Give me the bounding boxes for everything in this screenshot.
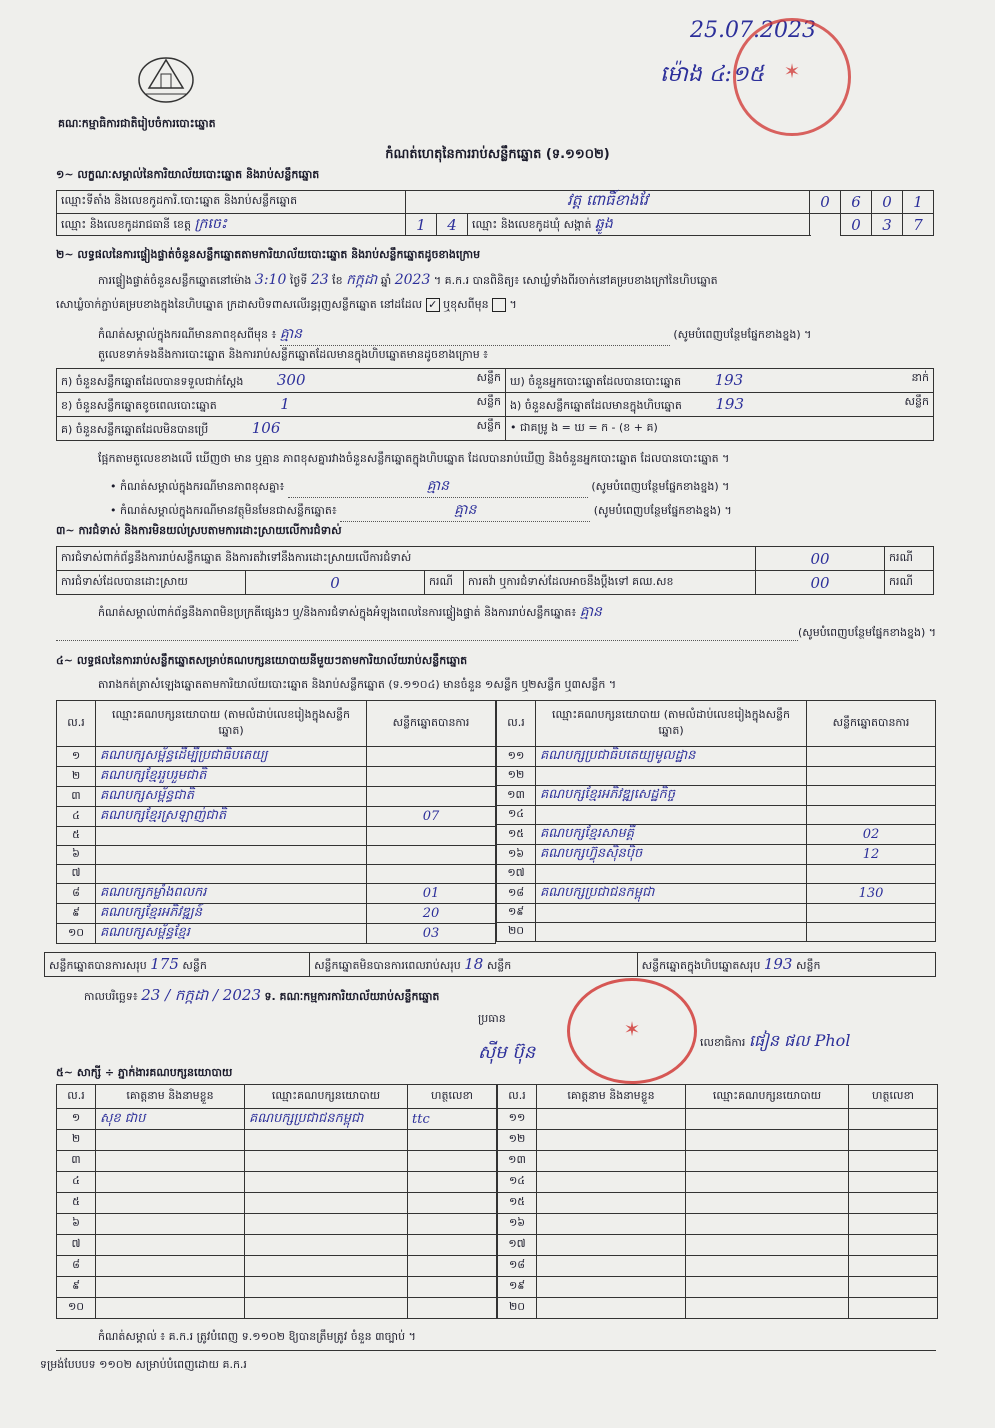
cell-no: ៩ — [57, 904, 96, 924]
unit-label: ករណី — [885, 571, 934, 595]
totals-table — [44, 952, 936, 977]
table-row — [498, 1298, 938, 1319]
cell-sign — [849, 1214, 938, 1235]
objection-row2-label2: ការតវ៉ា ឬការជំទាស់ដែលអាចនឹងប្តឹងទៅ គឈ.សខ — [464, 571, 756, 595]
cell-name — [537, 1109, 686, 1130]
section1-row2-label: ឈ្មោះ និងលេខកូដរាជធានី ខេត្ត ក្រចេះ — [57, 214, 406, 236]
cell-no: ១១ — [498, 1109, 537, 1130]
table-row — [497, 767, 936, 786]
same-checkbox[interactable]: ✓ — [426, 298, 440, 312]
cell-party: គណបក្សសម្ព័ន្ធជាតិ — [96, 787, 367, 807]
cell-no: ១៩ — [498, 1277, 537, 1298]
cell-sign — [408, 1298, 497, 1319]
table-row — [498, 1109, 938, 1130]
cell-party: គណបក្សខ្មែរស្រឡាញ់ជាតិ — [96, 807, 367, 827]
cell-no: ១៧ — [498, 1235, 537, 1256]
cell-name — [96, 1235, 245, 1256]
cell-votes — [807, 904, 936, 923]
bullet1: • កំណត់សម្គាល់ក្នុងករណីមានភាពខុសគ្នា៖ គ្មាន (សូមបំពេញបន្ថែមផ្នែកខាងខ្នង) ។ — [110, 476, 940, 498]
cell-no: ១៣ — [498, 1151, 537, 1172]
section2-note: កំណត់សម្គាល់ក្នុងករណីមានភាពខុសពីមុន ៖ គ្មាន (សូមបំពេញបន្ថែមផ្នែកខាងខ្នង) ។ — [98, 324, 938, 346]
cell-party — [686, 1172, 849, 1193]
col-no: ល.រ — [57, 701, 96, 747]
cell-party — [686, 1277, 849, 1298]
code-digit: 3 — [872, 214, 903, 236]
cell-no: ១០ — [57, 924, 96, 944]
bullet2: • កំណត់សម្គាល់ក្នុងករណីមានវត្ថុមិនមែនជាសន្លឹកឆ្នោត៖ គ្មាន (សូមបំពេញបន្ថែមផ្នែកខាងខ្នង) ។ — [110, 500, 940, 522]
cell-party: គណបក្សសម្ព័ន្ធដើម្បីប្រជាធិបតេយ្យ — [96, 747, 367, 767]
count-row-b: ខ) ចំនួនសន្លឹកឆ្នោតខូចពេលបោះឆ្នោត 1 សន្លឹក — [57, 393, 506, 417]
cell-votes: 03 — [367, 924, 496, 944]
code-digit: 6 — [841, 191, 872, 214]
cell-party: គណបក្សខ្មែររួបរួមជាតិ — [96, 767, 367, 787]
witness-table-right — [497, 1084, 938, 1319]
col-votes: សន្លឹកឆ្នោតបានការ — [367, 701, 496, 747]
cell-party — [96, 865, 367, 884]
cell-name — [537, 1277, 686, 1298]
section1-row1-value: វត្ត ពោធិ៍ខាងវែ — [406, 191, 810, 214]
cell-no: ១២ — [498, 1130, 537, 1151]
form-title: កំណត់ហេតុនៃការរាប់សន្លឹកឆ្នោត (ទ.១១០២) — [385, 147, 610, 162]
table-row — [497, 865, 936, 884]
cell-sign: ttc — [408, 1109, 497, 1130]
cell-sign — [408, 1277, 497, 1298]
cell-name — [96, 1151, 245, 1172]
table-row — [57, 865, 496, 884]
cell-name — [537, 1214, 686, 1235]
cell-party — [536, 904, 807, 923]
cell-sign — [408, 1256, 497, 1277]
cell-no: ៣ — [57, 1151, 96, 1172]
cell-name — [537, 1151, 686, 1172]
cell-no: ៧ — [57, 1235, 96, 1256]
committee-emblem — [135, 48, 197, 106]
secretary: លេខាធិការ ផៀន ផល Phol — [700, 1031, 851, 1050]
table-row — [497, 904, 936, 923]
cell-sign — [849, 1151, 938, 1172]
cell-sign — [408, 1235, 497, 1256]
col-name: គោត្តនាម និងនាមខ្លួន — [537, 1085, 686, 1109]
table-row — [498, 1235, 938, 1256]
col-party: ឈ្មោះគណបក្សនយោបាយ (តាមលំដាប់លេខរៀងក្នុងសន្លឹកឆ្នោត) — [96, 701, 367, 747]
cell-party — [245, 1193, 408, 1214]
cell-name: សុខ ជាប — [96, 1109, 245, 1130]
cell-party: គណបក្សខ្មែរអភិវឌ្ឍសេដ្ឋកិច្ច — [536, 786, 807, 806]
section3-note-line: (សូមបំពេញបន្ថែមផ្នែកខាងខ្នង) ។ — [56, 626, 936, 641]
time-annotation: ម៉ោង ៤:១៥ — [660, 62, 765, 87]
cell-no: ៥ — [57, 1193, 96, 1214]
code-digit: 0 — [810, 191, 841, 214]
table-row — [497, 786, 936, 806]
cell-party: គណបក្សប្រជាធិបតេយ្យមូលដ្ឋាន — [536, 747, 807, 767]
col-name: គោត្តនាម និងនាមខ្លួន — [96, 1085, 245, 1109]
table-row — [57, 787, 496, 807]
code-digit: 0 — [872, 191, 903, 214]
official-seal-bottom: ✶ — [567, 978, 697, 1084]
cell-no: ២០ — [497, 923, 536, 942]
count-row-a: ក) ចំនួនសន្លឹកឆ្នោតដែលបានទទួលជាក់ស្តែង 300 សន្លឹក — [57, 369, 506, 393]
table-row — [57, 1151, 497, 1172]
cell-no: ១១ — [497, 747, 536, 767]
cell-name — [96, 1277, 245, 1298]
cell-votes — [367, 767, 496, 787]
cell-sign — [849, 1277, 938, 1298]
section1-row2-label2: ឈ្មោះ និងលេខកូដឃុំ សង្កាត់ ឆ្លូង — [468, 214, 810, 236]
col-sign: ហត្ថលេខា — [849, 1085, 938, 1109]
col-sign: ហត្ថលេខា — [408, 1085, 497, 1109]
table-row — [497, 747, 936, 767]
cell-sign — [408, 1193, 497, 1214]
cell-sign — [849, 1235, 938, 1256]
cell-sign — [408, 1151, 497, 1172]
cell-party: គណបក្សហ៊្វុនស៊ិនប៉ិច — [536, 845, 807, 865]
cell-votes — [367, 846, 496, 865]
total-valid: សន្លឹកឆ្នោតបានការសរុប 175 សន្លឹក — [45, 953, 310, 977]
cell-no: ៦ — [57, 846, 96, 865]
table-row — [498, 1256, 938, 1277]
cell-no: ៦ — [57, 1214, 96, 1235]
cell-no: ១៨ — [497, 884, 536, 904]
cell-party: គណបក្សសម្ព័ន្ធខ្មែរ — [96, 924, 367, 944]
table-row — [497, 825, 936, 845]
cell-votes: 02 — [807, 825, 936, 845]
date-annotation: 25.07.2023 — [690, 18, 816, 43]
cell-party — [245, 1130, 408, 1151]
cell-votes — [807, 767, 936, 786]
cell-no: ៣ — [57, 787, 96, 807]
cell-votes: 01 — [367, 884, 496, 904]
cell-party: គណបក្សប្រជាជនកម្ពុជា — [536, 884, 807, 904]
table-row — [498, 1193, 938, 1214]
table-row — [57, 747, 496, 767]
count-row-e: ង) ចំនួនសន្លឹកឆ្នោតដែលមានក្នុងហិបឆ្នោត 193 សន្លឹក — [506, 393, 934, 417]
cell-name — [96, 1214, 245, 1235]
cell-votes — [807, 786, 936, 806]
cell-party — [536, 806, 807, 825]
cell-name — [96, 1172, 245, 1193]
section2-intro-line2: សោឃ្លំចាក់ភ្ជាប់គម្របខាងក្នុងនៃហិបឆ្នោត ក្រដាសបិទពាសលើរន្ធរុញសន្លឹកឆ្នោត នៅដដែល ✓ ឬខុសពីមុន ។ — [56, 298, 517, 311]
section3-note: កំណត់សម្គាល់ពាក់ព័ន្ធនឹងភាពមិនប្រក្រតីផ្សេងៗ ឬ/និងការជំទាស់ក្នុងអំឡុងពេលនៃការផ្ទៀងផ្ទាត់ និងការរាប់សន្លឹកឆ្នោត៖ គ្មាន — [98, 604, 602, 620]
cell-votes — [367, 865, 496, 884]
witness-table-wrap — [56, 1084, 938, 1319]
count-row-c: គ) ចំនួនសន្លឹកឆ្នោតដែលមិនបានប្រើ 106 សន្លឹក — [57, 417, 506, 441]
cell-name — [537, 1256, 686, 1277]
cell-party — [686, 1151, 849, 1172]
chair-name: ស៊ីម ប៊ុន — [478, 1042, 536, 1063]
table-row — [57, 827, 496, 846]
cell-no: ១៤ — [497, 806, 536, 825]
cell-no: ៩ — [57, 1277, 96, 1298]
cell-sign — [408, 1172, 497, 1193]
col-party: ឈ្មោះគណបក្សនយោបាយ — [686, 1085, 849, 1109]
section3-title: ៣~ ការជំទាស់ និងការមិនយល់ស្របតាមការដោះស្រាយលើការជំទាស់ — [56, 524, 342, 537]
cell-name — [537, 1172, 686, 1193]
cell-sign — [849, 1193, 938, 1214]
table-row — [57, 904, 496, 924]
cell-name — [96, 1130, 245, 1151]
cell-no: ៧ — [57, 865, 96, 884]
cell-no: ១២ — [497, 767, 536, 786]
table-row — [57, 767, 496, 787]
col-no: ល.រ — [57, 1085, 96, 1109]
cell-party — [686, 1235, 849, 1256]
table-row — [57, 1298, 497, 1319]
cell-name — [96, 1193, 245, 1214]
compare-line: ផ្អែកតាមតួលេខខាងលើ ឃើញថា មាន ឬគ្មាន ភាពខុសគ្នារវាងចំនួនសន្លឹកឆ្នោតក្នុងហិបឆ្នោត ដែលបានរាប់ឃើញ និងចំនួនអ្នកបោះឆ្នោត ដែលបានបោះឆ្នោត ។ — [98, 452, 730, 465]
signing-date: កាលបរិច្ឆេទ៖ 23 / កក្កដា / 2023 ទ. គណៈកម្មការការិយាល័យរាប់សន្លឹកឆ្នោត — [84, 986, 440, 1004]
results-table-right — [496, 700, 936, 942]
table-row — [57, 884, 496, 904]
count-intro: តួលេខទាក់ទងនឹងការបោះឆ្នោត និងការរាប់សន្លឹកឆ្នោតដែលមានក្នុងហិបឆ្នោតមានដូចខាងក្រោម ៖ — [98, 348, 489, 361]
cell-party: គណបក្សខ្មែរអភិវឌ្ឍន៍ — [96, 904, 367, 924]
cell-party — [686, 1256, 849, 1277]
code-digit: 1 — [903, 191, 934, 214]
code-digit: 0 — [841, 214, 872, 236]
results-table-left — [56, 700, 496, 944]
cell-sign — [408, 1214, 497, 1235]
total-invalid: សន្លឹកឆ្នោតមិនបានការពេលរាប់សរុប 18 សន្លឹក — [310, 953, 638, 977]
cell-no: ១៨ — [498, 1256, 537, 1277]
table-row — [57, 807, 496, 827]
cell-party — [245, 1214, 408, 1235]
cell-party — [686, 1130, 849, 1151]
cell-votes — [807, 923, 936, 942]
objection-row2-value: 0 — [246, 571, 425, 595]
cell-no: ១៤ — [498, 1172, 537, 1193]
cell-no: ២ — [57, 767, 96, 787]
cell-votes — [367, 747, 496, 767]
cell-no: ៥ — [57, 827, 96, 846]
col-votes: សន្លឹកឆ្នោតបានការ — [807, 701, 936, 747]
table-row — [57, 1109, 497, 1130]
table-row — [498, 1277, 938, 1298]
cell-no: ៤ — [57, 1172, 96, 1193]
cell-no: ១០ — [57, 1298, 96, 1319]
section2-note-value: គ្មាន — [280, 324, 670, 346]
cell-no: ២០ — [498, 1298, 537, 1319]
section1-table — [56, 190, 934, 236]
cell-party — [686, 1214, 849, 1235]
cell-party — [245, 1256, 408, 1277]
cell-sign — [849, 1298, 938, 1319]
changed-checkbox[interactable] — [492, 298, 506, 312]
section4-intro: តារាងកត់ត្រាសំឡេងឆ្នោតតាមការិយាល័យបោះឆ្នោត និងរាប់សន្លឹកឆ្នោត (ទ.១១០៤) មានចំនួន ១សន្លឹក ឬ២សន្លឹក ឬ៣សន្លឹក ។ — [98, 678, 617, 691]
cell-votes — [807, 747, 936, 767]
cell-party — [686, 1193, 849, 1214]
witness-table-left — [56, 1084, 497, 1319]
objection-row1-value: 00 — [756, 547, 885, 571]
col-no: ល.រ — [497, 701, 536, 747]
cell-party: គណបក្សប្រជាជនកម្ពុជា — [245, 1109, 408, 1130]
cell-votes — [367, 787, 496, 807]
cell-no: ៨ — [57, 1256, 96, 1277]
cell-sign — [849, 1172, 938, 1193]
cell-party — [245, 1277, 408, 1298]
cell-name — [537, 1193, 686, 1214]
table-row — [498, 1151, 938, 1172]
table-row — [57, 1277, 497, 1298]
cell-name — [96, 1256, 245, 1277]
objection-table — [56, 546, 934, 595]
cell-no: ១៧ — [497, 865, 536, 884]
count-row-d: ឃ) ចំនួនអ្នកបោះឆ្នោតដែលបានបោះឆ្នោត 193 នាក់ — [506, 369, 934, 393]
footer-divider — [56, 1350, 936, 1351]
cell-name — [537, 1298, 686, 1319]
col-party: ឈ្មោះគណបក្សនយោបាយ — [245, 1085, 408, 1109]
cell-votes: 12 — [807, 845, 936, 865]
cell-party — [536, 923, 807, 942]
cell-no: ៤ — [57, 807, 96, 827]
cell-no: ១៩ — [497, 904, 536, 923]
section1-row1-label: ឈ្មោះទីតាំង និងលេខកូដការិ.បោះឆ្នោត និងរាប់សន្លឹកឆ្នោត — [57, 191, 406, 214]
cell-name — [537, 1235, 686, 1256]
count-table — [56, 368, 934, 441]
cell-name — [96, 1298, 245, 1319]
objection-row2-label: ការជំទាស់ដែលបានដោះស្រាយ — [57, 571, 246, 595]
table-row — [57, 1214, 497, 1235]
cell-no: ១ — [57, 1109, 96, 1130]
col-no: ល.រ — [498, 1085, 537, 1109]
table-row — [57, 924, 496, 944]
cell-party — [96, 846, 367, 865]
table-row — [57, 1172, 497, 1193]
cell-votes: 07 — [367, 807, 496, 827]
table-row — [497, 845, 936, 865]
cell-votes — [807, 865, 936, 884]
section1-title: ១~ លក្ខណៈសម្គាល់នៃការិយាល័យបោះឆ្នោត និងរាប់សន្លឹកឆ្នោត — [56, 168, 320, 181]
cell-no: ១៣ — [497, 786, 536, 806]
cell-party — [96, 827, 367, 846]
cell-sign — [849, 1130, 938, 1151]
cell-votes: 20 — [367, 904, 496, 924]
cell-votes — [367, 827, 496, 846]
cell-party — [686, 1109, 849, 1130]
chair-label: ប្រធាន — [478, 1012, 506, 1025]
table-row — [57, 1235, 497, 1256]
table-row — [57, 1256, 497, 1277]
official-seal-top: ✶ — [733, 18, 851, 136]
section2-title: ២~ លទ្ធផលនៃការផ្ទៀងផ្ទាត់ចំនួនសន្លឹកឆ្នោតតាមការិយាល័យបោះឆ្នោត និងរាប់សន្លឹកឆ្នោតដូចខាងក្រោម — [56, 248, 481, 261]
cell-no: ១៥ — [498, 1193, 537, 1214]
cell-sign — [849, 1256, 938, 1277]
cell-party — [245, 1235, 408, 1256]
objection-row2-value2: 00 — [756, 571, 885, 595]
cell-party — [245, 1151, 408, 1172]
cell-party — [686, 1298, 849, 1319]
objection-row1-label: ការជំទាស់ពាក់ព័ន្ធនឹងការរាប់សន្លឹកឆ្នោត និងការតវ៉ាទៅនឹងការដោះស្រាយលើការជំទាស់ — [57, 547, 756, 571]
unit-label: ករណី — [425, 571, 464, 595]
section5-title: ៥~ សាក្សី ÷ ភ្នាក់ងារគណបក្សនយោបាយ — [56, 1066, 233, 1079]
footer-form-note: ទម្រង់បែបបទ ១១០២ សម្រាប់បំពេញដោយ គ.ក.រ — [40, 1358, 247, 1371]
cell-sign — [408, 1130, 497, 1151]
cell-no: ២ — [57, 1130, 96, 1151]
committee-name: គណៈកម្មាធិការជាតិរៀបចំការបោះឆ្នោត — [58, 117, 216, 130]
cell-party: គណបក្សខ្មែរសាមគ្គី — [536, 825, 807, 845]
cell-votes — [807, 806, 936, 825]
table-row — [57, 1130, 497, 1151]
table-row — [497, 884, 936, 904]
cell-no: ១៦ — [497, 845, 536, 865]
col-party: ឈ្មោះគណបក្សនយោបាយ (តាមលំដាប់លេខរៀងក្នុងសន្លឹកឆ្នោត) — [536, 701, 807, 747]
cell-no: ១៦ — [498, 1214, 537, 1235]
table-row — [57, 846, 496, 865]
table-row — [497, 806, 936, 825]
cell-party — [245, 1172, 408, 1193]
table-row — [497, 923, 936, 942]
table-row — [498, 1214, 938, 1235]
cell-party — [536, 865, 807, 884]
cell-name — [537, 1130, 686, 1151]
count-formula: • ជាគម្រូ ង = ឃ = ក - (ខ + គ) — [506, 417, 934, 441]
section4-title: ៤~ លទ្ធផលនៃការរាប់សន្លឹកឆ្នោតសម្រាប់គណបក្សនយោបាយនីមួយៗតាមការិយាល័យរាប់សន្លឹកឆ្នោត — [56, 654, 468, 667]
cell-party — [536, 767, 807, 786]
cell-no: ៨ — [57, 884, 96, 904]
footer-note: កំណត់សម្គាល់ ៖ គ.ក.រ ត្រូវបំពេញ ទ.១១០២ ឱ្យបានត្រឹមត្រូវ ចំនួន ៣ច្បាប់ ។ — [98, 1330, 416, 1343]
unit-label: ករណី — [885, 547, 934, 571]
cell-no: ១៥ — [497, 825, 536, 845]
section2-intro-line1: ការផ្ទៀងផ្ទាត់ចំនួនសន្លឹកឆ្នោតនៅម៉ោង 3:10 ថ្ងៃទី 23 ខែ កក្កដា ឆ្នាំ 2023 ។ គ.ក.រ បានពិនិត្យ៖ សោឃ្លំទាំងពីរចាក់នៅគម្របខាងក្រៅនៃហិបឆ្នោត — [98, 272, 718, 288]
cell-sign — [849, 1109, 938, 1130]
code-digit: 4 — [437, 214, 468, 236]
table-row — [498, 1172, 938, 1193]
cell-party — [245, 1298, 408, 1319]
table-row — [498, 1130, 938, 1151]
code-digit: 1 — [406, 214, 437, 236]
table-row — [57, 1193, 497, 1214]
code-digit: 7 — [903, 214, 934, 236]
total-box: សន្លឹកឆ្នោតក្នុងហិបឆ្នោតសរុប 193 សន្លឹក — [637, 953, 935, 977]
cell-votes: 130 — [807, 884, 936, 904]
cell-party: គណបក្សកម្លាំងពលករ — [96, 884, 367, 904]
cell-no: ១ — [57, 747, 96, 767]
results-table-wrap — [56, 700, 936, 944]
